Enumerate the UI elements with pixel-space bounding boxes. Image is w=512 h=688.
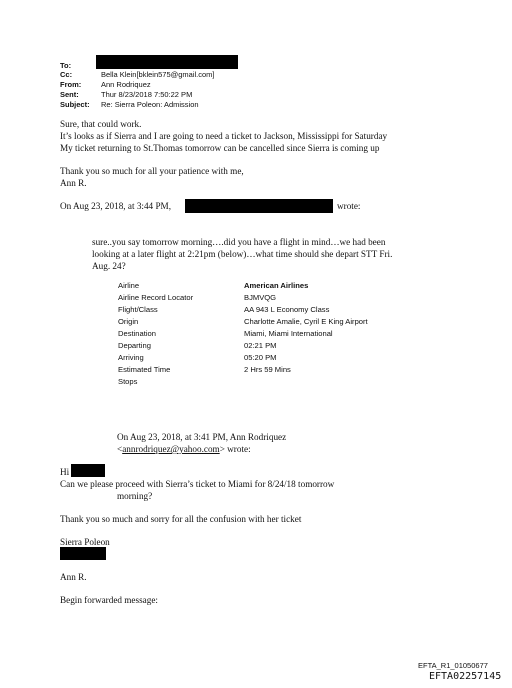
quote1-line-3: Aug. 24? bbox=[92, 261, 126, 271]
quote1-line-2: looking at a later flight at 2:21pm (below)…what time should she depart STT Fri. bbox=[92, 249, 393, 259]
flight-value-departing: 02:21 PM bbox=[244, 341, 277, 350]
bates-code-1: EFTA_R1_01050677 bbox=[418, 661, 488, 670]
email-bracket-open: < bbox=[117, 444, 123, 454]
flight-label-class: Flight/Class bbox=[118, 305, 158, 314]
flight-value-airline: American Airlines bbox=[244, 281, 309, 290]
quote2-line-2 bbox=[117, 444, 251, 455]
body-line-3: My ticket returning to St.Thomas tomorrow can be cancelled since Sierra is coming up bbox=[60, 143, 380, 153]
message-signoff: Ann R. bbox=[60, 572, 87, 582]
flight-value-arriving: 05:20 PM bbox=[244, 353, 277, 362]
quote1-line-1: sure..you say tomorrow morning….did you have a flight in mind…we had been bbox=[92, 237, 386, 247]
flight-value-class: AA 943 L Economy Class bbox=[244, 305, 330, 314]
flight-label-departing: Departing bbox=[118, 341, 151, 350]
subject-label: Subject: bbox=[60, 100, 90, 109]
from-value: Ann Rodriquez bbox=[101, 80, 151, 89]
flight-label-locator: Airline Record Locator bbox=[118, 293, 194, 302]
message-line-2: morning? bbox=[117, 491, 153, 501]
quote1-prefix: On Aug 23, 2018, at 3:44 PM, bbox=[60, 201, 172, 211]
body-line-1: Sure, that could work. bbox=[60, 119, 142, 129]
from-label: From: bbox=[60, 80, 82, 89]
flight-value-locator: BJMVQG bbox=[244, 293, 277, 302]
email-bracket-close: > wrote: bbox=[219, 444, 251, 454]
quote1-suffix: wrote: bbox=[337, 201, 361, 211]
quote2-line-1: On Aug 23, 2018, at 3:41 PM, Ann Rodriquez bbox=[117, 432, 287, 442]
greeting: Hi bbox=[60, 467, 70, 477]
redaction-recipient bbox=[71, 464, 105, 477]
to-label: To: bbox=[60, 61, 72, 70]
forwarded-label: Begin forwarded message: bbox=[60, 595, 158, 605]
email-link[interactable]: annrodriquez@yahoo.com bbox=[122, 444, 220, 454]
body-thanks: Thank you so much for all your patience with me, bbox=[60, 166, 244, 176]
flight-value-origin: Charlotte Amalie, Cyril E King Airport bbox=[244, 317, 368, 326]
message-name: Sierra Poleon bbox=[60, 537, 110, 547]
redaction-contact bbox=[60, 547, 106, 560]
flight-label-stops: Stops bbox=[118, 377, 138, 386]
body-line-2: It’s looks as if Sierra and I are going to need a ticket to Jackson, Mississippi for Saturday bbox=[60, 131, 388, 141]
flight-label-destination: Destination bbox=[118, 329, 156, 338]
flight-label-origin: Origin bbox=[118, 317, 139, 326]
bates-code-2: EFTA02257145 bbox=[429, 671, 502, 682]
sent-label: Sent: bbox=[60, 90, 79, 99]
body-signoff: Ann R. bbox=[60, 178, 87, 188]
flight-value-destination: Miami, Miami International bbox=[244, 329, 333, 338]
cc-value: Bella Klein[bklein575@gmail.com] bbox=[101, 70, 215, 79]
sent-value: Thur 8/23/2018 7:50:22 PM bbox=[101, 90, 193, 99]
subject-value: Re: Sierra Poleon: Admission bbox=[101, 100, 199, 109]
redaction-to bbox=[96, 55, 238, 69]
flight-value-estimated: 2 Hrs 59 Mins bbox=[244, 365, 291, 374]
message-line-1: Can we please proceed with Sierra’s ticket to Miami for 8/24/18 tomorrow bbox=[60, 479, 335, 489]
redaction-sender bbox=[185, 199, 333, 213]
flight-label-airline: Airline bbox=[118, 281, 140, 290]
message-thanks: Thank you so much and sorry for all the confusion with her ticket bbox=[60, 514, 302, 524]
cc-label: Cc: bbox=[60, 70, 73, 79]
flight-label-arriving: Arriving bbox=[118, 353, 144, 362]
flight-label-estimated: Estimated Time bbox=[118, 365, 171, 374]
